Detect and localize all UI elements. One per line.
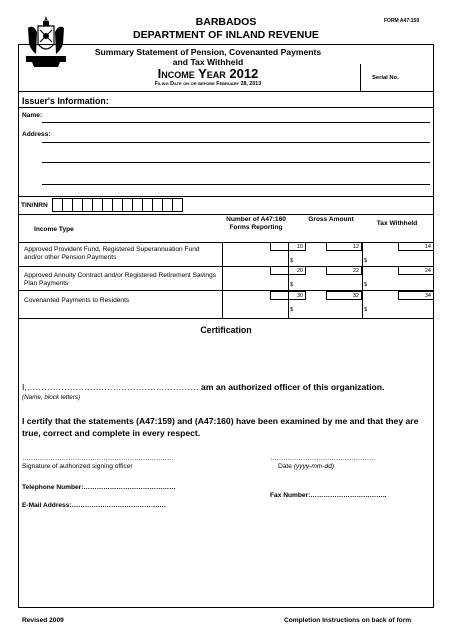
email-field[interactable]: E-Mail Address:……………………………………. <box>22 502 166 509</box>
row-2-dollar-gross: $ <box>290 282 294 288</box>
issuer-section-title: Issuer's Information: <box>22 96 109 106</box>
telephone-field[interactable]: Telephone Number:…………………………………… <box>22 484 176 491</box>
header-number-forms: Number of A47:160 Forms Reporting <box>226 216 286 231</box>
date-label-text: Date <box>278 463 292 470</box>
header-tax-withheld: Tax Withheld <box>376 220 418 227</box>
row-1-divider <box>18 266 434 267</box>
signature-field[interactable]: …………………………………………………………… <box>22 455 174 462</box>
address-field-line-3[interactable] <box>42 184 430 185</box>
row-2-box-c[interactable]: 24 <box>398 266 434 275</box>
name-field[interactable] <box>42 122 430 123</box>
instructions-note: Completion Instructions on back of form <box>284 617 412 624</box>
col-divider-1 <box>222 242 223 318</box>
address-label: Address: <box>22 131 51 138</box>
cert-suffix: am an authorized officer of this organization. <box>198 382 385 392</box>
filing-date: Filing Date on or before February 28, 2013 <box>154 81 262 87</box>
cert-prefix: I, <box>22 382 27 392</box>
officer-name-field[interactable]: …………………………………………………… <box>26 382 199 392</box>
address-field-line-1[interactable] <box>42 142 430 143</box>
form-subtitle <box>18 47 398 67</box>
row-3-dollar-tax: $ <box>364 307 368 313</box>
row-1-label: Approved Provident Fund, Registered Superannuation Fund and/or other Pension Payments <box>24 246 200 261</box>
tin-label: TIN/NRN <box>21 202 48 209</box>
col-divider-3 <box>362 242 363 318</box>
name-label: Name: <box>22 112 43 119</box>
certification-officer-line <box>22 382 384 392</box>
row-2-divider <box>18 290 434 291</box>
address-field-line-2[interactable] <box>42 162 430 163</box>
row-2-box-a[interactable]: 20 <box>270 266 306 275</box>
certification-title: Certification <box>200 325 252 335</box>
date-label <box>278 463 334 470</box>
table-header-divider <box>18 242 434 243</box>
row-2-dollar-tax: $ <box>364 282 368 288</box>
form-code: FORM A47:159 <box>384 18 420 24</box>
signature-label: Signature of authorized signing officer <box>22 463 133 470</box>
row-3-dollar-gross: $ <box>290 307 294 313</box>
row-3-label: Covenanted Payments to Residents <box>24 297 130 304</box>
certification-statement: I certify that the statements (A47:159) and (A47:160) have been examined by me and that they are true, correct and complete in every respect. <box>22 416 419 438</box>
tin-digit-cell[interactable] <box>172 198 183 212</box>
tin-bottom-divider <box>18 214 434 215</box>
header-gross-amount: Gross Amount <box>308 216 354 223</box>
row-1-box-b[interactable]: 12 <box>326 242 362 251</box>
col-divider-2 <box>288 242 289 318</box>
tin-top-divider <box>18 196 434 197</box>
revised-note: Revised 2009 <box>22 617 64 624</box>
row-1-box-c[interactable]: 14 <box>398 242 434 251</box>
country-title: BARBADOS <box>195 16 257 28</box>
date-field[interactable]: ………………………………………… <box>270 455 376 462</box>
row-1-dollar-gross: $ <box>290 258 294 264</box>
table-bottom-divider <box>18 318 434 319</box>
main-form-box <box>18 92 434 608</box>
row-3-box-a[interactable]: 30 <box>270 291 306 300</box>
row-2-label: Approved Annuity Contract and/or Registered Retirement Savings Plan Payments <box>24 272 217 287</box>
row-1-dollar-tax: $ <box>364 258 368 264</box>
department-title: DEPARTMENT OF INLAND REVENUE <box>133 29 319 41</box>
row-3-box-b[interactable]: 32 <box>326 291 362 300</box>
row-1-box-a[interactable]: 10 <box>270 242 306 251</box>
issuer-divider <box>18 107 434 108</box>
serial-label: Serial No. <box>372 75 399 81</box>
row-2-box-b[interactable]: 22 <box>326 266 362 275</box>
name-block-letters-hint: (Name, block letters) <box>22 394 81 401</box>
header-income-type: Income Type <box>34 226 74 233</box>
subtitle-line-1: Summary Statement of Pension, Covenanted Payments <box>94 47 322 57</box>
fax-field[interactable]: Fax Number:…………………………….. <box>270 492 387 499</box>
date-format-hint: (yyyy-mm-dd) <box>293 463 335 470</box>
subtitle-line-2: and Tax Withheld <box>172 57 244 67</box>
income-year: Income Year 2012 <box>157 66 259 81</box>
row-3-box-c[interactable]: 34 <box>398 291 434 300</box>
